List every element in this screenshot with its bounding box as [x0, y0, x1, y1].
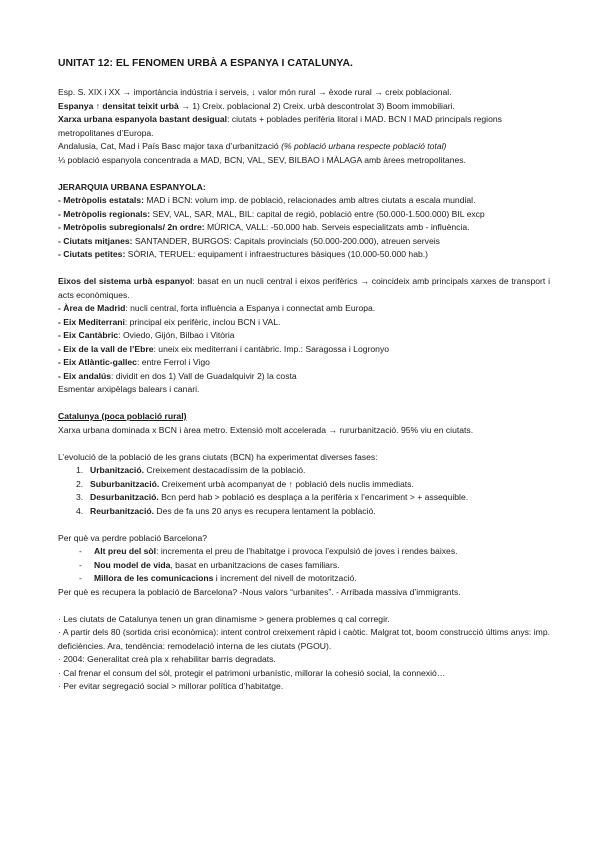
intro-line-3-rest: : ciutats + poblades perifèria litoral i MAD. BCN I MAD principals regions metropolitanes d’Europa. — [58, 114, 502, 138]
hierarchy-item-label: - Metròpolis subregionals/ 2n ordre: — [58, 222, 205, 232]
hierarchy-item — [58, 194, 550, 208]
hierarchy-item-text: SANTANDER, BURGOS: Capitals provincials (50.000-200.000), atreuen serveis — [132, 235, 440, 246]
catalunya-line-1: Xarxa urbana dominada x BCN i àrea metro. Extensió molt accelerada → rururbanització. 95% viu en ciutats. — [58, 424, 474, 435]
hierarchy-item — [58, 221, 550, 235]
hierarchy-item — [58, 248, 550, 262]
axis-item-label: - Eix Cantàbric — [58, 330, 119, 340]
hierarchy-item-text: SEV, VAL, SAR, MAL, BIL: capital de regió, població entre (50.000-1.500.000) BIL excp — [150, 208, 485, 219]
phases-list — [58, 464, 550, 518]
hierarchy-item-text: MÚRICA, VALL: -50.000 hab. Serveis especialitzats amb - influència. — [204, 222, 470, 232]
axis-item — [58, 302, 550, 316]
axis-item-label: - Eix Atlàntic-gallec — [58, 357, 137, 367]
recover-question: Per què es recupera la població de Barcelona? -Nous valors “urbanites”. - Arribada massiva d’immigrants. — [58, 586, 461, 597]
loss-reason-label: Alt preu del sòl — [94, 546, 157, 556]
axis-item — [58, 370, 550, 384]
loss-reason-label: Millora de les comunicacions — [94, 573, 214, 583]
intro-line-3-bold: Xarxa urbana espanyola bastant desigual — [58, 114, 228, 124]
axis-item-text: : dividit en dos 1) Vall de Guadalquivir 2) la costa — [111, 370, 297, 381]
axis-item-text: : Oviedo, Gijón, Bilbao i Vitòria — [118, 330, 235, 340]
phase-item — [76, 505, 550, 519]
note-line: · 2004: Generalitat creà pla x rehabilitar barris degradats. — [58, 654, 276, 664]
page-title: UNITAT 12: EL FENOMEN URBÀ A ESPANYA I CATALUNYA. — [58, 58, 353, 69]
evolution-intro: L’evolució de la població de les grans ciutats (BCN) ha experimentat diverses fases: — [58, 451, 378, 462]
phase-number: 1. — [76, 465, 84, 475]
catalunya-heading: Catalunya (poca població rural) — [58, 411, 187, 421]
axes-intro-bold: Eixos del sistema urbà espanyol — [58, 276, 193, 286]
axis-item-text: : entre Ferrol i Vigo — [136, 357, 210, 367]
hierarchy-item — [58, 235, 550, 249]
axis-item-label: - Eix de la vall de l’Ebre — [58, 343, 154, 354]
note-line: · Les ciutats de Catalunya tenen un gran dinamisme > genera problemes q cal corregir. — [58, 613, 390, 624]
hierarchy-item-label: - Metròpolis estatals: — [58, 195, 144, 205]
loss-reason-text: , basat en urbanitzacions de cases familiars. — [170, 559, 340, 570]
note-line: · Per evitar segregació social > millorar política d’habitatge. — [58, 681, 284, 691]
intro-line-4-italic: (% població urbana respecte població total) — [281, 141, 447, 151]
intro-line-2-bold: Espanya ↑ densitat teixit urbà — [58, 100, 179, 111]
axes-intro — [58, 275, 550, 302]
loss-reason-text: : incrementa el preu de l’habitatge i provoca l’expulsió de joves i rendes baixes. — [156, 546, 458, 556]
intro-line-2 — [58, 100, 550, 114]
hierarchy-item — [58, 208, 550, 222]
phase-label: Suburbanització. — [90, 478, 160, 489]
phase-number: 2. — [76, 478, 84, 489]
intro-line-3 — [58, 113, 550, 140]
loss-reason-text: i increment del nivell de motorització. — [213, 573, 357, 583]
axes-intro-rest: : basat en un nucli central i eixos perifèrics → coincideix amb principals xarxes de transport i acts econòmiques. — [58, 276, 551, 300]
loss-question: Per què va perdre població Barcelona? — [58, 532, 208, 543]
axis-item — [58, 316, 550, 330]
intro-line-4 — [58, 140, 550, 154]
axis-item — [58, 343, 550, 357]
phase-text: Creixement destacadíssim de la població. — [143, 465, 306, 475]
loss-reasons-list — [58, 545, 550, 586]
axis-item-label: - Àrea de Madrid — [58, 303, 126, 313]
intro-line-1: Esp. S. XIX i XX → importància indústria i serveis, ↓ valor món rural → èxode rural → creix poblacional. — [58, 87, 452, 97]
loss-reason: - Nou model de vida, basat en urbanitzacions de cases familiars. — [79, 559, 340, 570]
axis-item-text: : nucli central, forta influència a Espanya i connectat amb Europa. — [125, 303, 376, 313]
axis-item — [58, 329, 550, 343]
phase-item — [76, 491, 550, 505]
hierarchy-item-label: - Ciutats mitjanes: — [58, 235, 133, 246]
axis-item-text: : uneix eix mediterrani i cantàbric. Imp.: Saragossa i Logronyo — [153, 343, 390, 354]
axis-item-text: : principal eix perifèric, inclou BCN i VAL. — [124, 316, 281, 327]
axis-item — [58, 356, 550, 370]
hierarchy-heading: JERARQUIA URBANA ESPANYOLA: — [58, 181, 206, 192]
axes-closing: Esmentar arxipèlags balears i canari. — [58, 384, 200, 394]
axis-item-label: - Eix andalús — [58, 370, 112, 381]
phase-label: Urbanització. — [90, 465, 144, 475]
intro-line-5: ⅓ població espanyola concentrada a MAD, BCN, VAL, SEV, BILBAO i MÀLAGA amb àrees metropolitanes. — [58, 154, 466, 165]
loss-reason-label: Nou model de vida — [94, 559, 171, 570]
phase-item — [76, 478, 550, 492]
hierarchy-item-text: MAD i BCN: volum imp. de població, relacionades amb altres ciutats a escala mundial. — [143, 195, 476, 205]
note-line: · A partir dels 80 (sortida crisi econòmica): intent control creixement ràpid i caòtic. Malgrat tot, boom construcció últims anys: imp. deficiències. Ara, tendència: remodelació interna de les ciutats (PGOU). — [58, 627, 550, 651]
phase-text: Bcn perd hab > població es desplaça a la perifèria x l’encariment > + assequible. — [158, 492, 469, 502]
phase-label: Desurbanització. — [90, 492, 159, 502]
hierarchy-item-label: - Ciutats petites: — [58, 249, 126, 259]
hierarchy-item-label: - Metròpolis regionals: — [58, 208, 151, 219]
hierarchy-item-text: SÒRIA, TERUEL: equipament i infraestructures bàsiques (10.000-50.000 hab.) — [125, 249, 429, 259]
axis-item-label: - Eix Mediterrani — [58, 316, 125, 327]
intro-line-2-rest: → 1) Creix. poblacional 2) Creix. urbà descontrolat 3) Boom immobiliari. — [178, 100, 455, 111]
phase-number: 4. — [76, 505, 84, 516]
phase-text: Creixement urbà acompanyat de ↑ població dels nuclis immediats. — [159, 478, 414, 489]
note-line: · Cal frenar el consum del sòl, protegir el patrimoni urbanístic, millorar la cohesió social, la connexió… — [58, 667, 446, 678]
phase-item — [76, 464, 550, 478]
phase-text: Des de fa uns 20 anys es recupera lentament la població. — [154, 505, 376, 516]
intro-line-4-text: Andalusia, Cat, Mad i País Basc major taxa d’urbanització — [58, 141, 282, 151]
phase-number: 3. — [76, 492, 84, 502]
loss-reason: - Alt preu del sòl: incrementa el preu de l’habitatge i provoca l’expulsió de joves i rendes baixes. — [79, 546, 458, 556]
loss-reason: - Millora de les comunicacions i increment del nivell de motorització. — [79, 573, 357, 583]
phase-label: Reurbanització. — [90, 505, 154, 516]
